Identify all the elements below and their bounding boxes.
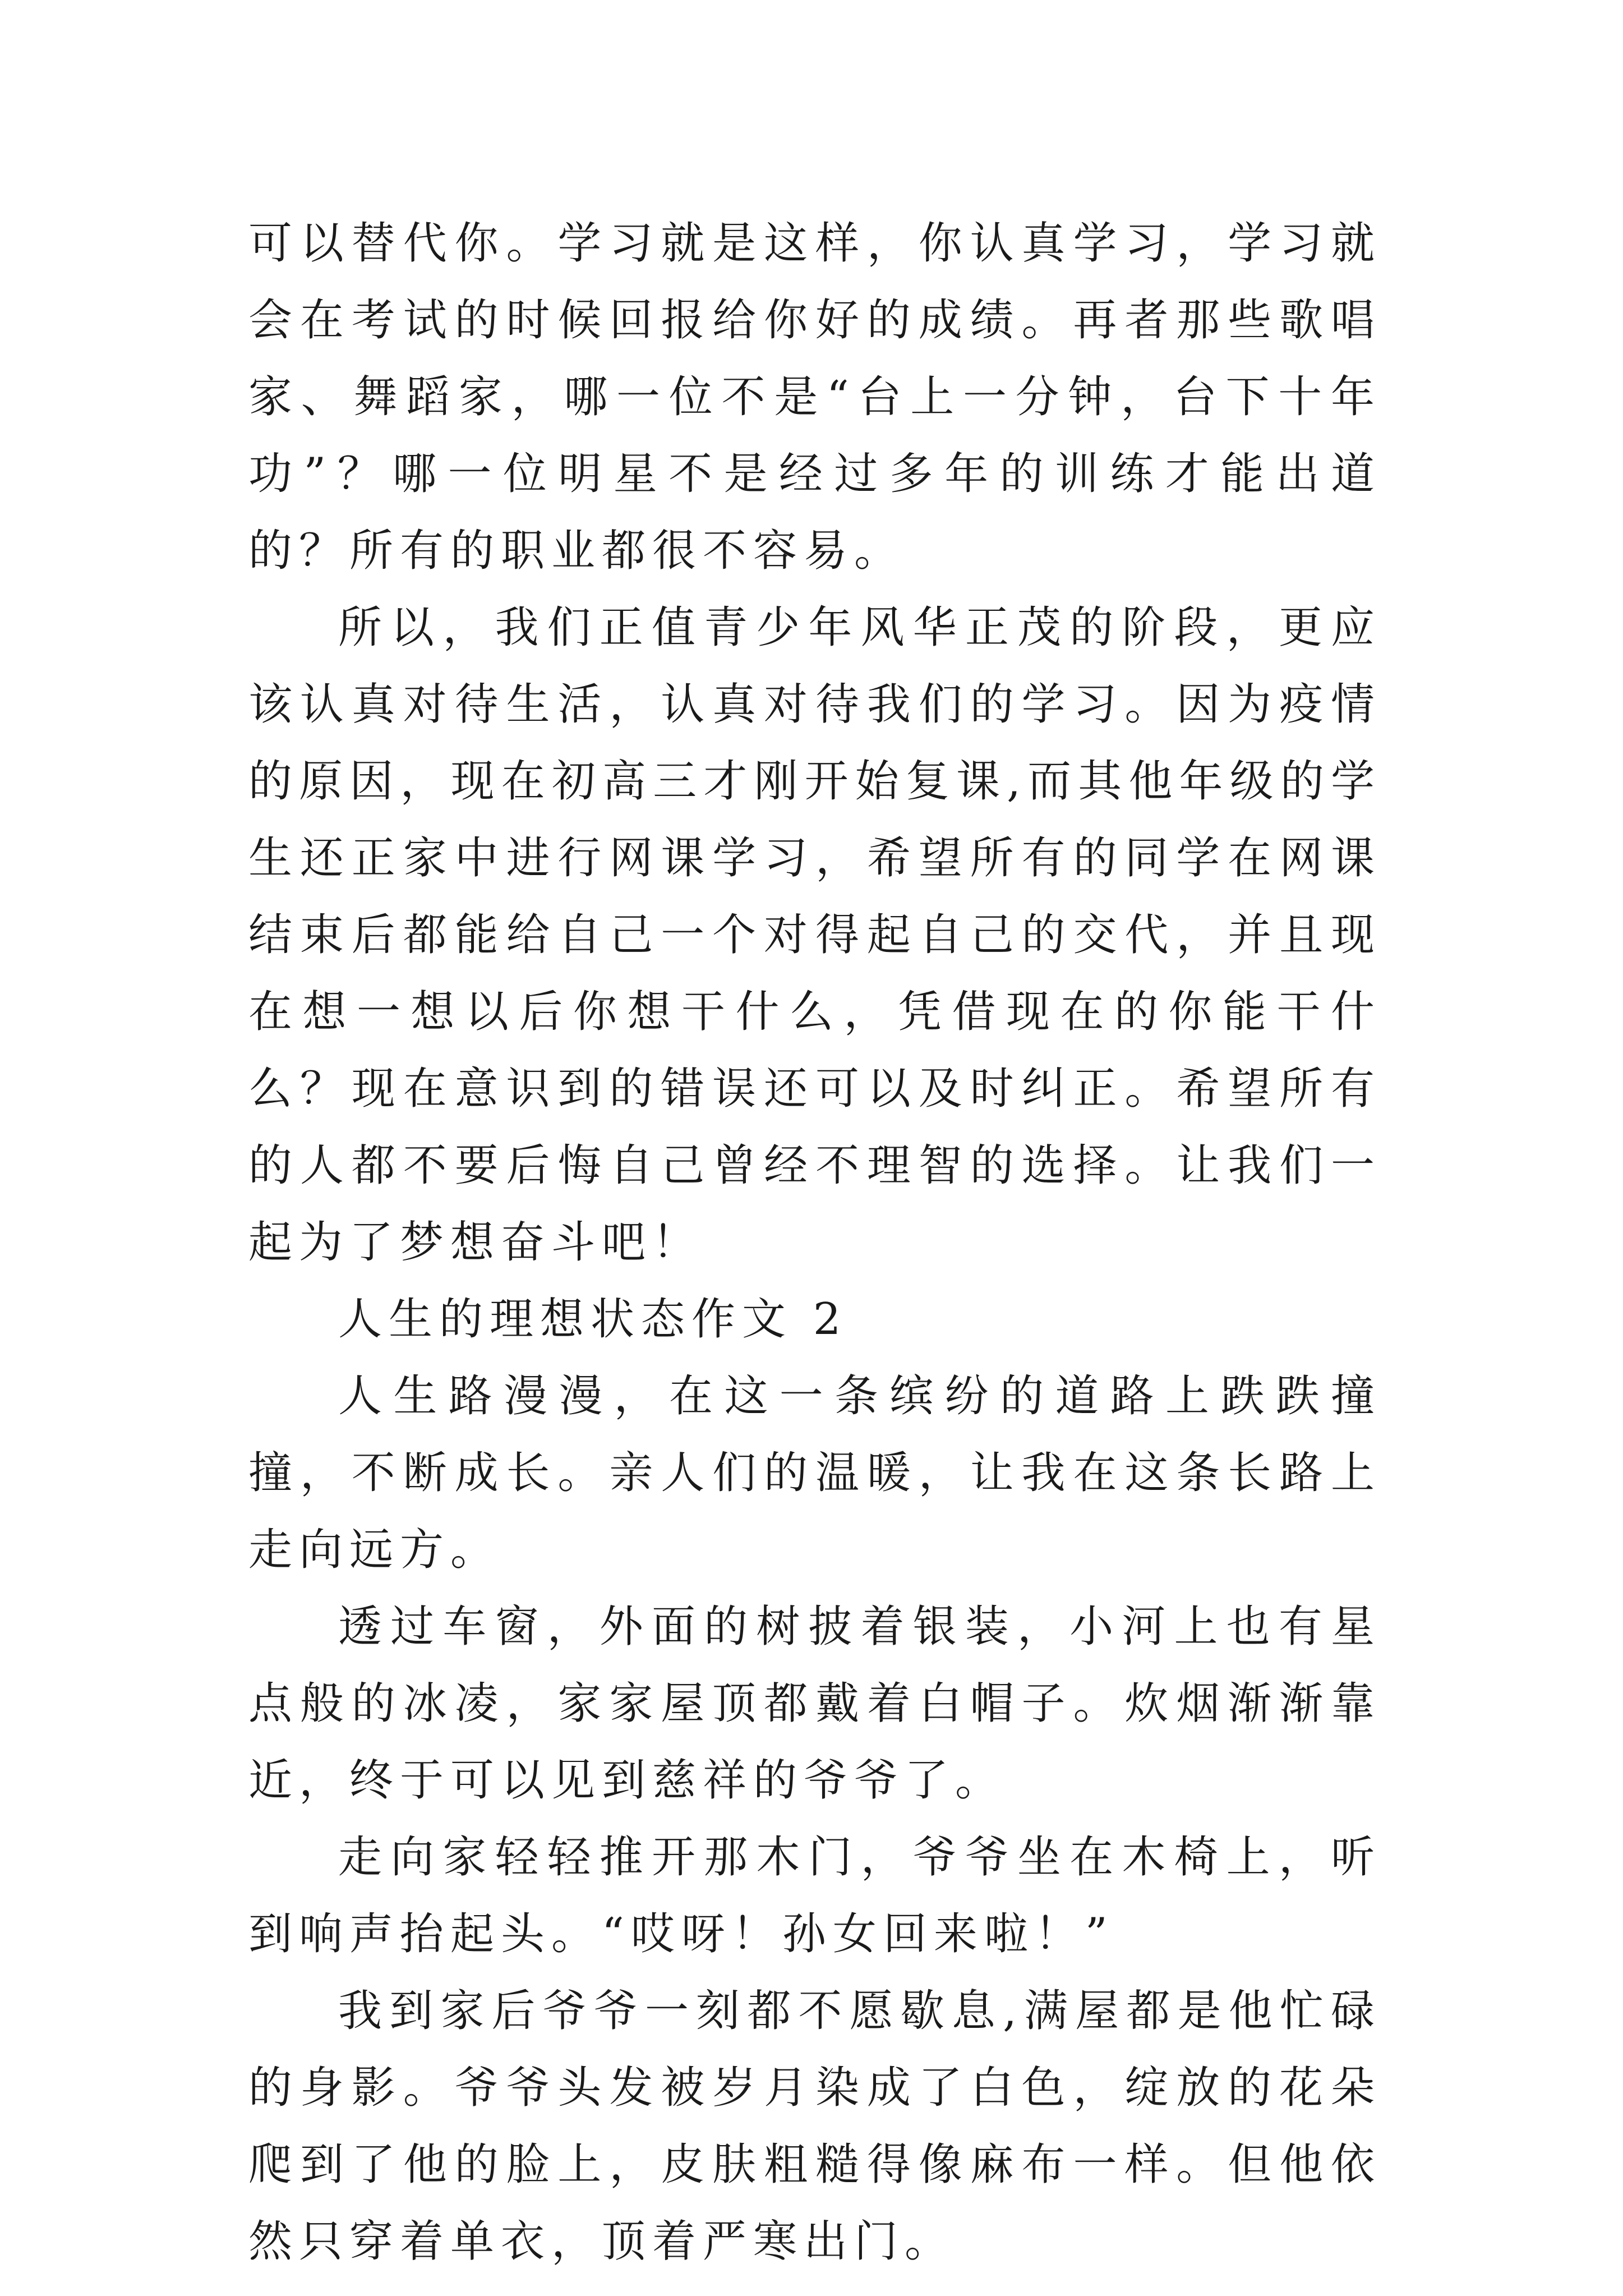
paragraph-5: 走向家轻轻推开那木门，爷爷坐在木椅上，听到响声抬起头。“哎呀！孙女回来啦！” <box>248 1832 1381 1959</box>
document-body <box>248 205 1381 2280</box>
paragraph-4: 透过车窗，外面的树披着银装，小河上也有星点般的冰凌，家家屋顶都戴着白帽子。炊烟渐渐靠近，终于可以见到慈祥的爷爷了。 <box>248 1602 1381 1806</box>
section-heading: 人生的理想状态作文 2 <box>338 1294 848 1345</box>
paragraph-6: 我到家后爷爷一刻都不愿歇息,满屋都是他忙碌的身影。爷爷头发被岁月染成了白色，绽放的花朵爬到了他的脸上，皮肤粗糙得像麻布一样。但他依然只穿着单衣，顶着严寒出门。 <box>248 1986 1381 2267</box>
paragraph-3: 人生路漫漫，在这一条缤纷的道路上跌跌撞撞，不断成长。亲人们的温暖，让我在这条长路上走向远方。 <box>248 1371 1381 1575</box>
paragraph-1: 可以替代你。学习就是这样，你认真学习，学习就会在考试的时候回报给你好的成绩。再者那些歌唱家、舞蹈家，哪一位不是“台上一分钟，台下十年功”？哪一位明星不是经过多年的训练才能出道的？所有的职业都很不容易。 <box>248 218 1381 576</box>
paragraph-2: 所以，我们正值青少年风华正茂的阶段，更应该认真对待生活，认真对待我们的学习。因为疫情的原因，现在初高三才刚开始复课,而其他年级的学生还正家中进行网课学习，希望所有的同学在网课结束后都能给自己一个对得起自己的交代，并且现在想一想以后你想干什么，凭借现在的你能干什么？现在意识到的错误还可以及时纠正。希望所有的人都不要后悔自己曾经不理智的选择。让我们一起为了梦想奋斗吧！ <box>248 602 1381 1268</box>
